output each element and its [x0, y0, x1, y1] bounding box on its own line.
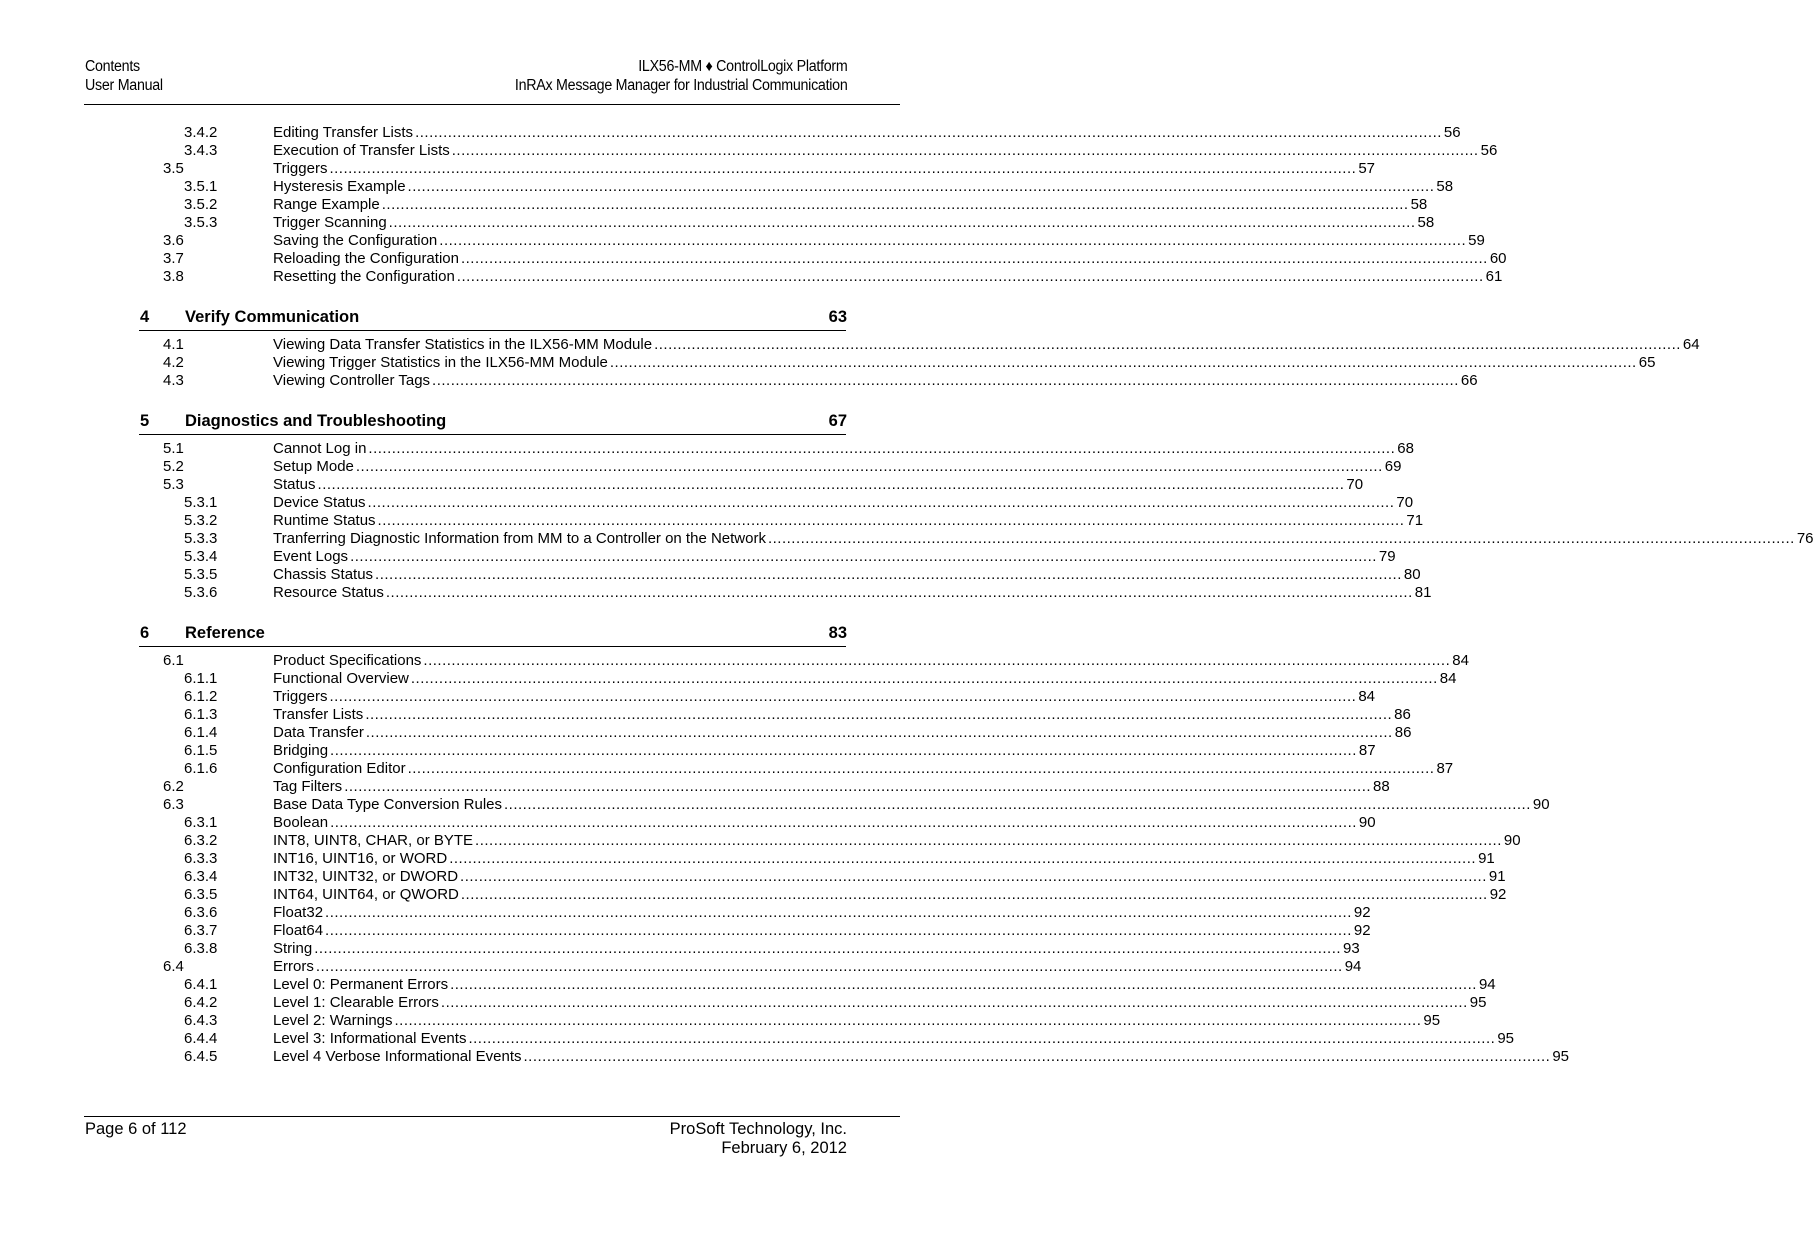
publication-date: February 6, 2012	[721, 1139, 847, 1157]
toc-dot-leader: ............................................................................................................................................................................................................................	[432, 372, 1459, 389]
toc-dot-leader: ............................................................................................................................................................................................................................	[468, 1030, 1496, 1047]
page-footer-left	[85, 1120, 187, 1139]
toc-entry-title: Float32	[273, 904, 324, 921]
toc-entry-title: Cannot Log in	[273, 440, 367, 457]
toc-entry-number: 3.4.2	[184, 124, 218, 141]
toc-entry-page: 70	[1346, 476, 1364, 493]
toc-entry-number: 6.3.4	[184, 868, 218, 885]
toc-entry-page: 69	[1384, 458, 1402, 475]
toc-entry-page: 84	[1439, 670, 1457, 687]
chapter-page: 67	[828, 412, 847, 430]
chapter-title: Verify Communication	[185, 308, 360, 326]
toc-entry-number: 3.5.2	[184, 196, 218, 213]
chapter-heading[interactable]	[0, 305, 954, 329]
toc-entry-number: 4.2	[163, 354, 184, 371]
toc-entry-number: 6.4.5	[184, 1048, 218, 1065]
chapter-heading[interactable]	[0, 409, 954, 433]
toc-entry[interactable]	[0, 850, 1495, 868]
page-header-right	[514, 57, 847, 95]
toc-dot-leader: ............................................................................................................................................................................................................................	[388, 214, 1416, 231]
toc-dot-leader: ............................................................................................................................................................................................................................	[385, 584, 1413, 601]
toc-entry-title: Product Specifications	[273, 652, 422, 669]
toc-entry[interactable]	[0, 440, 1414, 458]
toc-entry-page: 76	[1796, 530, 1814, 547]
toc-entry-page: 90	[1503, 832, 1521, 849]
toc-entry-page: 60	[1489, 250, 1507, 267]
toc-entry-page: 95	[1497, 1030, 1514, 1047]
toc-entry[interactable]	[0, 512, 1424, 530]
toc-entry[interactable]	[0, 940, 1360, 958]
toc-entry-page: 95	[1423, 1012, 1441, 1029]
toc-entry[interactable]	[0, 706, 1411, 724]
toc-entry-title: Boolean	[273, 814, 329, 831]
chapter-number: 6	[140, 624, 150, 642]
toc-entry[interactable]	[0, 548, 1396, 566]
toc-entry-number: 6.4.2	[184, 994, 218, 1011]
toc-entry[interactable]	[0, 354, 1656, 372]
chapter-title: Reference	[185, 624, 265, 642]
toc-entry-title: Device Status	[273, 494, 366, 511]
toc-entry-number: 5.3.5	[184, 566, 218, 583]
toc-dot-leader: ............................................................................................................................................................................................................................	[330, 742, 1357, 759]
footer-divider	[84, 1116, 900, 1117]
toc-entry-page: 84	[1358, 688, 1376, 705]
toc-entry-title: Level 2: Warnings	[273, 1012, 393, 1029]
toc-entry-title: Trigger Scanning	[273, 214, 387, 231]
toc-entry-number: 6.1.5	[184, 742, 218, 759]
chapter-underline	[139, 646, 846, 647]
toc-entry[interactable]	[0, 832, 1521, 850]
toc-entry-title: Tranferring Diagnostic Information from MM to a Controller on the Network	[273, 530, 766, 547]
toc-entry-number: 5.3.4	[184, 548, 218, 565]
toc-dot-leader: ............................................................................................................................................................................................................................	[315, 958, 1343, 975]
toc-entry-number: 6.3	[163, 796, 184, 813]
toc-dot-leader: ............................................................................................................................................................................................................................	[415, 124, 1442, 141]
toc-entry[interactable]	[0, 922, 1371, 940]
toc-entry-title: INT64, UINT64, or QWORD	[273, 886, 459, 903]
toc-dot-leader: ............................................................................................................................................................................................................................	[381, 196, 1409, 213]
toc-entry-page: 58	[1410, 196, 1428, 213]
toc-dot-leader: ............................................................................................................................................................................................................................	[407, 760, 1435, 777]
toc-entry-number: 4.1	[163, 336, 184, 353]
toc-entry[interactable]	[0, 1030, 1514, 1048]
toc-entry-page: 88	[1373, 778, 1390, 795]
toc-entry-number: 6.2	[163, 778, 184, 795]
toc-entry[interactable]	[0, 688, 1376, 706]
table-of-contents	[0, 124, 1814, 1066]
toc-entry-title: Viewing Data Transfer Statistics in the ILX56-MM Module	[273, 336, 653, 353]
toc-entry-page: 91	[1488, 868, 1506, 885]
toc-entry-number: 5.2	[163, 458, 184, 475]
toc-entry-page: 92	[1489, 886, 1507, 903]
toc-entry-number: 6.1.4	[184, 724, 218, 741]
toc-entry-title: Chassis Status	[273, 566, 374, 583]
toc-entry-page: 95	[1552, 1048, 1570, 1065]
toc-entry-title: Resetting the Configuration	[273, 268, 455, 285]
chapter-page: 83	[828, 624, 847, 642]
toc-entry-page: 91	[1478, 850, 1495, 867]
toc-entry-title: Status	[273, 476, 316, 493]
toc-dot-leader: ............................................................................................................................................................................................................................	[504, 796, 1531, 813]
toc-entry-number: 3.5.3	[184, 214, 218, 231]
toc-entry-title: INT32, UINT32, or DWORD	[273, 868, 459, 885]
toc-entry-number: 5.3.2	[184, 512, 218, 529]
toc-dot-leader: ............................................................................................................................................................................................................................	[330, 814, 1357, 831]
toc-entry[interactable]	[0, 584, 1432, 602]
toc-entry[interactable]	[0, 214, 1435, 232]
toc-entry-page: 57	[1358, 160, 1376, 177]
toc-entry[interactable]	[0, 494, 1414, 512]
toc-entry-title: Resource Status	[273, 584, 384, 601]
toc-dot-leader: ............................................................................................................................................................................................................................	[365, 706, 1393, 723]
toc-entry-title: Viewing Trigger Statistics in the ILX56-MM Module	[273, 354, 608, 371]
toc-entry-title: Functional Overview	[273, 670, 409, 687]
toc-entry[interactable]	[0, 976, 1496, 994]
toc-entry-title: Bridging	[273, 742, 329, 759]
toc-entry-number: 5.3	[163, 476, 184, 493]
chapter-number: 5	[140, 412, 150, 430]
toc-dot-leader: ............................................................................................................................................................................................................................	[456, 268, 1484, 285]
toc-entry-number: 6.3.5	[184, 886, 218, 903]
toc-entry-title: Triggers	[273, 688, 328, 705]
toc-dot-leader: ............................................................................................................................................................................................................................	[394, 1012, 1422, 1029]
toc-entry-number: 6.3.7	[184, 922, 218, 939]
toc-entry-number: 6.4.4	[184, 1030, 218, 1047]
toc-entry-page: 58	[1417, 214, 1435, 231]
toc-entry-number: 6.4	[163, 958, 184, 975]
toc-entry[interactable]	[0, 958, 1362, 976]
toc-entry[interactable]	[0, 670, 1457, 688]
toc-entry-number: 3.5.1	[184, 178, 218, 195]
toc-entry-title: Level 4 Verbose Informational Events	[273, 1048, 522, 1065]
toc-dot-leader: ............................................................................................................................................................................................................................	[450, 976, 1477, 993]
toc-entry[interactable]	[0, 742, 1376, 760]
toc-entry-number: 6.3.6	[184, 904, 218, 921]
toc-entry-title: Editing Transfer Lists	[273, 124, 414, 141]
toc-entry-number: 4.3	[163, 372, 184, 389]
chapter-underline	[139, 434, 846, 435]
toc-entry-title: Event Logs	[273, 548, 349, 565]
toc-entry[interactable]	[0, 868, 1506, 886]
toc-entry-title: Level 0: Permanent Errors	[273, 976, 449, 993]
toc-entry-number: 6.3.2	[184, 832, 218, 849]
toc-entry-page: 87	[1436, 760, 1454, 777]
toc-dot-leader: ............................................................................................................................................................................................................................	[368, 440, 1396, 457]
chapter-heading[interactable]	[0, 621, 954, 645]
toc-entry-title: Configuration Editor	[273, 760, 406, 777]
toc-entry[interactable]	[0, 778, 1390, 796]
toc-dot-leader: ............................................................................................................................................................................................................................	[654, 336, 1681, 353]
header-divider	[84, 104, 900, 105]
toc-dot-leader: ............................................................................................................................................................................................................................	[439, 232, 1467, 249]
toc-entry[interactable]	[0, 178, 1454, 196]
toc-entry-number: 6.1	[163, 652, 184, 669]
header-doc-type: User Manual	[85, 77, 163, 94]
page-header-left	[85, 57, 163, 95]
toc-entry[interactable]	[0, 458, 1402, 476]
toc-dot-leader: ............................................................................................................................................................................................................................	[325, 904, 1352, 921]
toc-entry[interactable]	[0, 476, 1364, 494]
toc-entry-page: 93	[1343, 940, 1360, 957]
toc-dot-leader: ............................................................................................................................................................................................................................	[423, 652, 1451, 669]
toc-entry-number: 3.4.3	[184, 142, 218, 159]
toc-dot-leader: ............................................................................................................................................................................................................................	[460, 250, 1488, 267]
toc-entry-title: Hysteresis Example	[273, 178, 406, 195]
toc-entry-number: 6.3.3	[184, 850, 218, 867]
toc-entry-page: 92	[1353, 922, 1371, 939]
toc-entry[interactable]	[0, 796, 1550, 814]
toc-entry-page: 86	[1394, 724, 1412, 741]
toc-entry[interactable]	[0, 336, 1700, 354]
toc-entry-title: INT16, UINT16, or WORD	[273, 850, 448, 867]
toc-entry-page: 92	[1353, 904, 1371, 921]
toc-dot-leader: ............................................................................................................................................................................................................................	[407, 178, 1435, 195]
toc-entry-page: 90	[1358, 814, 1376, 831]
toc-entry-title: INT8, UINT8, CHAR, or BYTE	[273, 832, 474, 849]
toc-dot-leader: ............................................................................................................................................................................................................................	[325, 922, 1352, 939]
toc-entry-title: Range Example	[273, 196, 380, 213]
toc-entry-page: 80	[1403, 566, 1421, 583]
toc-entry-title: Runtime Status	[273, 512, 376, 529]
toc-entry-number: 5.3.3	[184, 530, 218, 547]
toc-dot-leader: ............................................................................................................................................................................................................................	[449, 850, 1477, 867]
toc-dot-leader: ............................................................................................................................................................................................................................	[375, 566, 1402, 583]
toc-entry-title: Saving the Configuration	[273, 232, 438, 249]
toc-dot-leader: ............................................................................................................................................................................................................................	[329, 688, 1357, 705]
toc-entry-number: 5.3.1	[184, 494, 218, 511]
toc-dot-leader: ............................................................................................................................................................................................................................	[460, 868, 1487, 885]
toc-entry-page: 70	[1396, 494, 1414, 511]
toc-entry[interactable]	[0, 160, 1376, 178]
toc-entry[interactable]	[0, 904, 1371, 922]
toc-entry-page: 68	[1397, 440, 1414, 457]
toc-entry[interactable]	[0, 886, 1507, 904]
toc-dot-leader: ............................................................................................................................................................................................................................	[350, 548, 1377, 565]
toc-entry-title: Setup Mode	[273, 458, 354, 475]
toc-entry[interactable]	[0, 372, 1478, 390]
company-name: ProSoft Technology, Inc.	[669, 1120, 847, 1138]
toc-entry-title: Transfer Lists	[273, 706, 364, 723]
toc-entry[interactable]	[0, 268, 1503, 286]
page-footer-right	[670, 1120, 847, 1158]
toc-entry-number: 6.4.3	[184, 1012, 218, 1029]
toc-dot-leader: ............................................................................................................................................................................................................................	[314, 940, 1342, 957]
toc-entry[interactable]	[0, 814, 1376, 832]
chapter-title: Diagnostics and Troubleshooting	[185, 412, 447, 430]
toc-entry-title: Data Transfer	[273, 724, 364, 741]
toc-entry-title: Base Data Type Conversion Rules	[273, 796, 503, 813]
toc-entry-number: 5.1	[163, 440, 184, 457]
toc-entry[interactable]	[0, 142, 1498, 160]
toc-dot-leader: ............................................................................................................................................................................................................................	[523, 1048, 1551, 1065]
toc-entry-page: 65	[1638, 354, 1656, 371]
toc-entry-number: 3.8	[163, 268, 184, 285]
toc-entry-title: Execution of Transfer Lists	[273, 142, 450, 159]
toc-entry-number: 6.3.1	[184, 814, 218, 831]
toc-entry[interactable]	[0, 250, 1507, 268]
header-section-title: Contents	[85, 58, 140, 75]
toc-entry-number: 5.3.6	[184, 584, 218, 601]
toc-entry-number: 6.1.3	[184, 706, 218, 723]
header-product-subtitle: InRAx Message Manager for Industrial Communication	[514, 77, 847, 94]
chapter-underline	[139, 330, 846, 331]
toc-entry-page: 58	[1436, 178, 1454, 195]
toc-entry-number: 3.6	[163, 232, 184, 249]
toc-entry-page: 56	[1480, 142, 1498, 159]
toc-entry-number: 6.1.6	[184, 760, 218, 777]
toc-entry-number: 6.4.1	[184, 976, 218, 993]
toc-entry-title: Level 3: Informational Events	[273, 1030, 467, 1047]
toc-entry[interactable]	[0, 124, 1461, 142]
toc-entry-title: Level 1: Clearable Errors	[273, 994, 439, 1011]
chapter-page: 63	[828, 308, 847, 326]
toc-dot-leader: ............................................................................................................................................................................................................................	[475, 832, 1502, 849]
toc-dot-leader: ............................................................................................................................................................................................................................	[344, 778, 1372, 795]
toc-entry-number: 6.1.1	[184, 670, 218, 687]
toc-entry-page: 87	[1358, 742, 1376, 759]
toc-entry-title: String	[273, 940, 313, 957]
toc-entry-title: Errors	[273, 958, 314, 975]
toc-entry[interactable]	[0, 760, 1454, 778]
toc-dot-leader: ............................................................................................................................................................................................................................	[365, 724, 1393, 741]
toc-entry-title: Triggers	[273, 160, 328, 177]
toc-entry-page: 84	[1452, 652, 1469, 669]
toc-dot-leader: ............................................................................................................................................................................................................................	[440, 994, 1468, 1011]
toc-entry-page: 81	[1414, 584, 1432, 601]
toc-entry-title: Tag Filters	[273, 778, 343, 795]
toc-dot-leader: ............................................................................................................................................................................................................................	[329, 160, 1357, 177]
header-product-name: ILX56-MM ♦ ControlLogix Platform	[637, 58, 847, 75]
toc-dot-leader: ............................................................................................................................................................................................................................	[609, 354, 1637, 371]
toc-entry-page: 64	[1682, 336, 1700, 353]
toc-entry-page: 95	[1469, 994, 1487, 1011]
toc-entry-page: 90	[1532, 796, 1550, 813]
toc-entry-page: 86	[1394, 706, 1411, 723]
toc-entry-title: Reloading the Configuration	[273, 250, 459, 267]
toc-dot-leader: ............................................................................................................................................................................................................................	[317, 476, 1345, 493]
toc-dot-leader: ............................................................................................................................................................................................................................	[410, 670, 1438, 687]
chapter-number: 4	[140, 308, 150, 326]
toc-entry[interactable]	[0, 724, 1412, 742]
toc-dot-leader: ............................................................................................................................................................................................................................	[367, 494, 1395, 511]
toc-entry-title: Viewing Controller Tags	[273, 372, 431, 389]
toc-entry[interactable]	[0, 994, 1487, 1012]
toc-entry[interactable]	[0, 232, 1485, 250]
toc-entry-title: Float64	[273, 922, 324, 939]
toc-entry[interactable]	[0, 1048, 1570, 1066]
toc-entry-page: 79	[1378, 548, 1396, 565]
toc-dot-leader: ............................................................................................................................................................................................................................	[377, 512, 1405, 529]
toc-entry[interactable]	[0, 1012, 1441, 1030]
toc-dot-leader: ............................................................................................................................................................................................................................	[355, 458, 1383, 475]
toc-entry-page: 56	[1443, 124, 1461, 141]
toc-entry-page: 94	[1344, 958, 1362, 975]
toc-entry-number: 6.3.8	[184, 940, 218, 957]
toc-entry-page: 61	[1485, 268, 1503, 285]
toc-dot-leader: ............................................................................................................................................................................................................................	[460, 886, 1488, 903]
toc-entry[interactable]	[0, 196, 1428, 214]
toc-entry-page: 59	[1468, 232, 1485, 249]
toc-entry[interactable]	[0, 652, 1469, 670]
toc-entry[interactable]	[0, 566, 1421, 584]
toc-dot-leader: ............................................................................................................................................................................................................................	[767, 530, 1795, 547]
toc-entry-number: 3.7	[163, 250, 184, 267]
toc-entry-page: 71	[1406, 512, 1424, 529]
toc-entry-number: 3.5	[163, 160, 184, 177]
toc-entry-page: 94	[1478, 976, 1496, 993]
toc-entry-number: 6.1.2	[184, 688, 218, 705]
toc-entry-page: 66	[1460, 372, 1478, 389]
page-number: Page 6 of 112	[85, 1120, 187, 1138]
toc-entry[interactable]	[0, 530, 1814, 548]
toc-dot-leader: ............................................................................................................................................................................................................................	[451, 142, 1479, 159]
